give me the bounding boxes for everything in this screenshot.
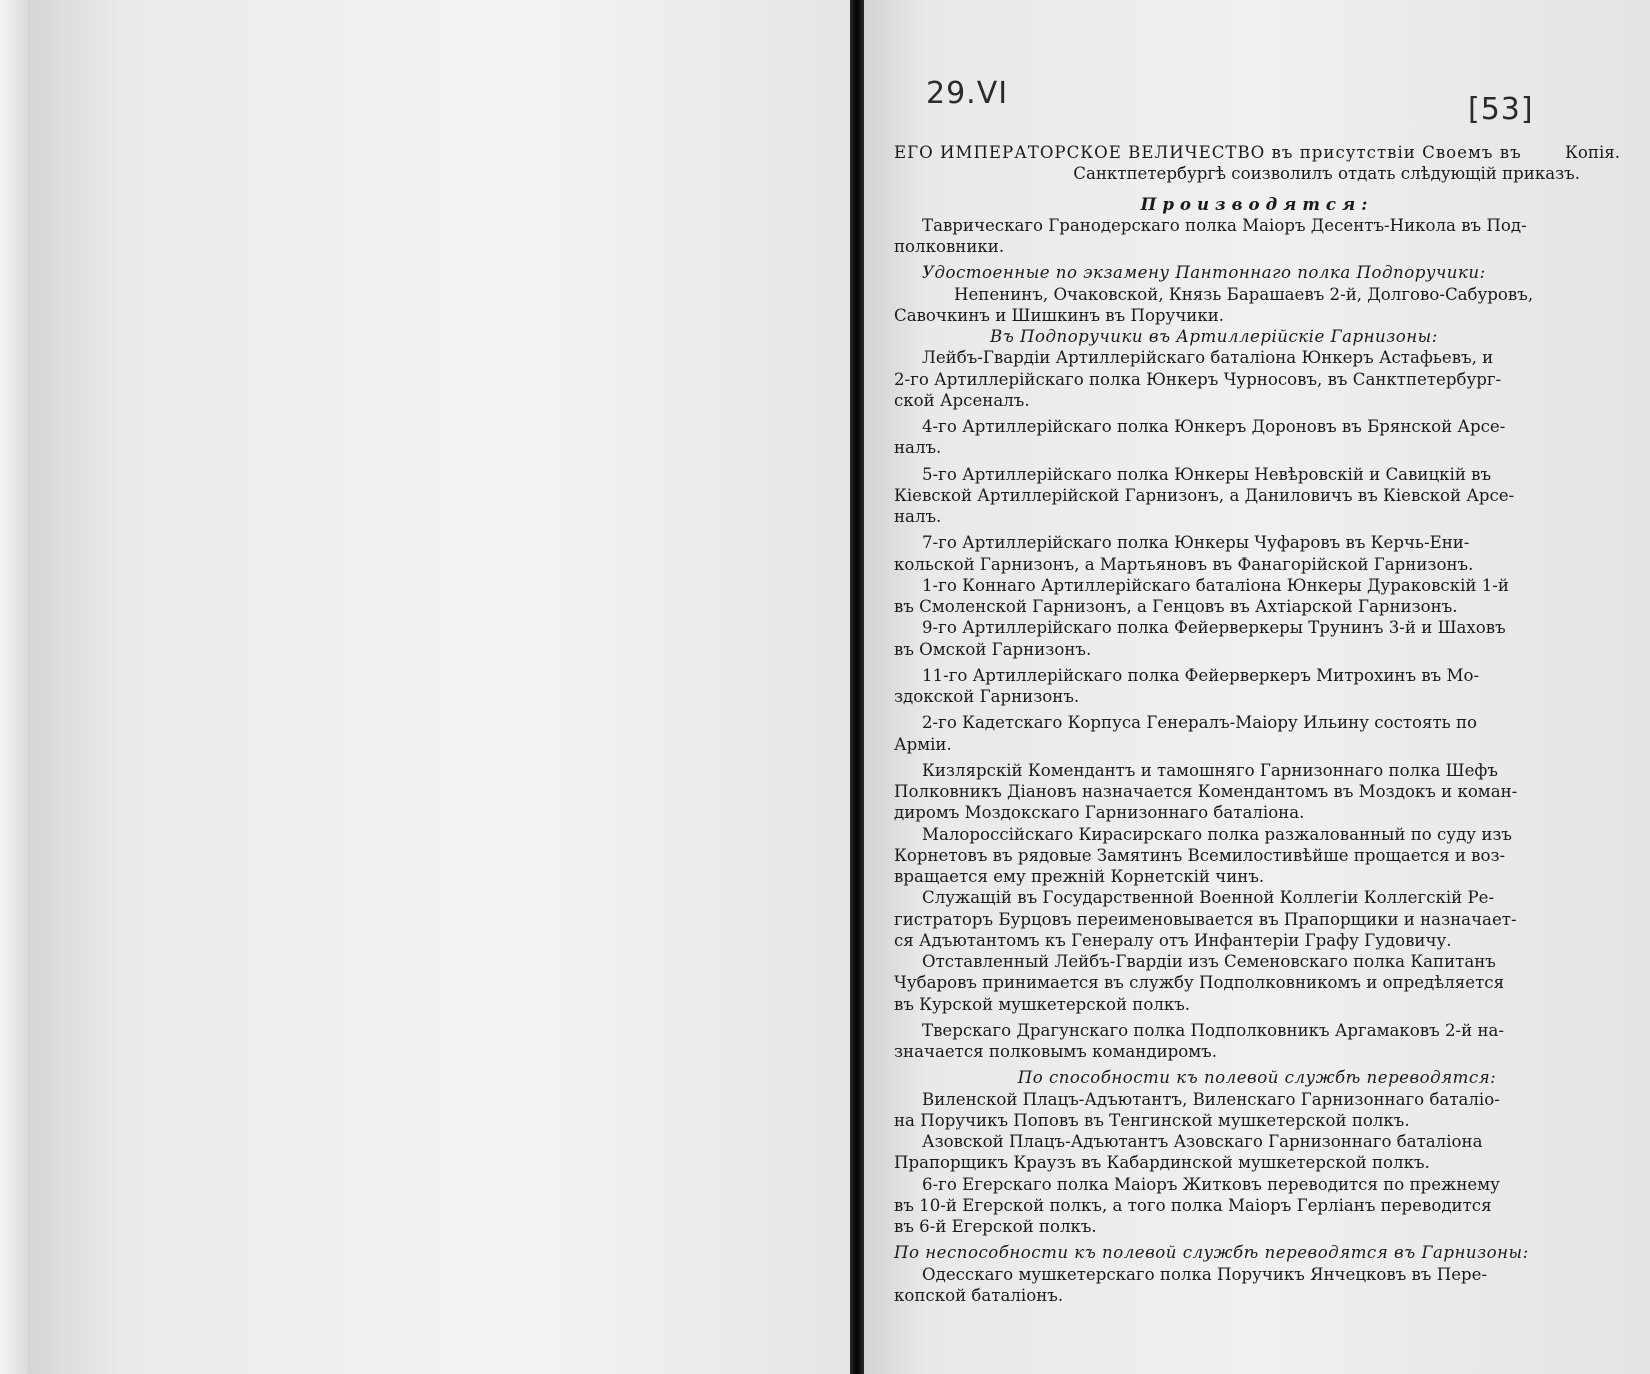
paragraph-line: ской Арсеналъ.	[894, 390, 1030, 410]
paragraph-line: Виленской Плацъ-Адъютантъ, Виленскаго Гарнизоннаго баталіо-	[922, 1089, 1500, 1109]
paragraph-line: кольской Гарнизонъ, а Мартьяновъ въ Фанагорійской Гарнизонъ.	[894, 554, 1474, 574]
book-gutter	[850, 0, 864, 1374]
paragraph-line: копской баталіонъ.	[894, 1285, 1064, 1305]
paragraph-line: въ Омской Гарнизонъ.	[894, 639, 1092, 659]
paragraph-line: Таврическаго Гранодерскаго полка Маіоръ Десентъ-Никола въ Под-	[922, 215, 1527, 235]
paragraph-line: Арміи.	[894, 734, 952, 754]
paragraph-line: въ 10-й Егерской полкъ, а того полка Маіоръ Герліанъ переводится	[894, 1195, 1492, 1215]
paragraph-line: 6-го Егерскаго полка Маіоръ Житковъ переводится по прежнему	[922, 1174, 1500, 1194]
paragraph-line: на Поручикъ Поповъ въ Тенгинской мушкетерской полкъ.	[894, 1110, 1410, 1130]
paragraph-line: ся Адъютантомъ къ Генералу отъ Инфантеріи Графу Гудовичу.	[894, 930, 1452, 950]
paragraph-line: вращается ему прежній Корнетскій чинъ.	[894, 867, 1265, 886]
paragraph-line: въ Курской мушкетерской полкъ.	[894, 994, 1191, 1014]
paragraph-line: Чубаровъ принимается въ службу Подполковникомъ и опредѣляется	[894, 973, 1505, 993]
paragraph-line: Азовской Плацъ-Адъютантъ Азовскаго Гарнизоннаго баталіона	[922, 1132, 1483, 1151]
paragraph-line: налъ.	[894, 507, 942, 526]
section-heading-garrisons: По неспособности къ полевой службѣ переводятся въ Гарнизоны:	[894, 1243, 1529, 1263]
header-line-2: Санктпетербургѣ соизволилъ отдать слѣдующій приказъ.	[1073, 164, 1580, 184]
header-line-1	[894, 142, 1620, 163]
paragraph-line: Савочкинъ и Шишкинъ въ Поручики.	[894, 305, 1225, 325]
header-title: ЕГО ИМПЕРАТОРСКОЕ ВЕЛИЧЕСТВО въ присутствіи Своемъ въ	[894, 143, 1522, 162]
handwritten-date: 29.VI	[926, 76, 1009, 111]
paragraph-line: гистраторъ Бурцовъ переименовывается въ Прапорщики и назначает-	[894, 909, 1517, 929]
paragraph-line: 9-го Артиллерійскаго полка Фейерверкеры Трунинъ 3-й и Шаховъ	[922, 618, 1506, 638]
paragraph-line: 2-го Кадетскаго Корпуса Генералъ-Маіору Ильину состоять по	[922, 713, 1478, 733]
paragraph-line: здокской Гарнизонъ.	[894, 687, 1080, 706]
copy-label: Копія.	[1565, 143, 1620, 162]
paragraph-line: Непенинъ, Очаковской, Князь Барашаевъ 2-й, Долгово-Сабуровъ,	[954, 284, 1534, 304]
handwritten-folio-number: [53]	[1468, 92, 1534, 127]
section-heading-exam: Удостоенные по экзамену Пантоннаго полка Подпоручики:	[922, 263, 1486, 283]
paragraph-line: Полковникъ Діановъ назначается Комендантомъ въ Моздокъ и коман-	[894, 782, 1518, 801]
blank-left-page	[28, 0, 850, 1374]
paragraph-line: въ Смоленской Гарнизонъ, а Генцовъ въ Ахтіарской Гарнизонъ.	[894, 597, 1458, 616]
paragraph-line: 7-го Артиллерійскаго полка Юнкеры Чуфаровъ въ Керчь-Ени-	[922, 533, 1470, 553]
paragraph-line: Одесскаго мушкетерскаго полка Поручикъ Янчецковъ въ Пере-	[922, 1264, 1488, 1284]
paragraph-line: Кизлярскій Комендантъ и тамошняго Гарнизоннаго полка Шефъ	[922, 760, 1498, 780]
paragraph-line: 1-го Коннаго Артиллерійскаго баталіона Юнкеры Дураковскій 1-й	[922, 575, 1509, 595]
paragraph-line: 11-го Артиллерійскаго полка Фейерверкеръ Митрохинъ въ Мо-	[922, 665, 1480, 685]
paragraph-line: Отставленный Лейбъ-Гвардіи изъ Семеновскаго полка Капитанъ	[922, 952, 1496, 971]
paragraph-line: Служащій въ Государственной Военной Коллегіи Коллегскій Ре-	[922, 888, 1495, 908]
paragraph-line: Корнетовъ въ рядовые Замятинъ Всемилостивѣйше прощается и воз-	[894, 845, 1506, 865]
paragraph-line: Лейбъ-Гвардіи Артиллерійскаго баталіона Юнкеръ Астафьевъ, и	[922, 348, 1494, 368]
section-heading-artillery: Въ Подпоручики въ Артиллерійскіе Гарнизоны:	[990, 327, 1438, 346]
left-page-edge	[0, 0, 28, 1374]
paragraph-line: Тверскаго Драгунскаго полка Подполковникъ Аргамаковъ 2-й на-	[922, 1020, 1505, 1040]
paragraph-line: полковники.	[894, 237, 1005, 256]
paragraph-line: 2-го Артиллерійскаго полка Юнкеръ Чурносовъ, въ Санктпетербург-	[894, 369, 1502, 389]
paragraph-line: въ 6-й Егерской полкъ.	[894, 1217, 1097, 1236]
paragraph-line: 4-го Артиллерійскаго полка Юнкеръ Дороновъ въ Брянской Арсе-	[922, 417, 1506, 436]
section-heading-produced: Производятся:	[1140, 193, 1374, 214]
paragraph-line: Малороссійскаго Кирасирскаго полка разжалованный по суду изъ	[922, 824, 1512, 844]
paragraph-line: Кіевской Артиллерійской Гарнизонъ, а Даниловичъ въ Кіевской Арсе-	[894, 485, 1515, 505]
order-text	[894, 142, 1620, 1306]
paragraph-line: Прапорщикъ Краузъ въ Кабардинской мушкетерской полкъ.	[894, 1153, 1430, 1173]
printed-order-page	[864, 0, 1650, 1374]
section-heading-field-service: По способности къ полевой службѣ переводятся:	[1017, 1068, 1497, 1088]
paragraph-line: налъ.	[894, 438, 942, 458]
paragraph-line: значается полковымъ командиромъ.	[894, 1042, 1217, 1061]
paragraph-line: 5-го Артиллерійскаго полка Юнкеры Невѣровскій и Савицкій въ	[922, 464, 1492, 484]
paragraph-line: диромъ Моздокскаго Гарнизоннаго баталіона.	[894, 803, 1305, 823]
